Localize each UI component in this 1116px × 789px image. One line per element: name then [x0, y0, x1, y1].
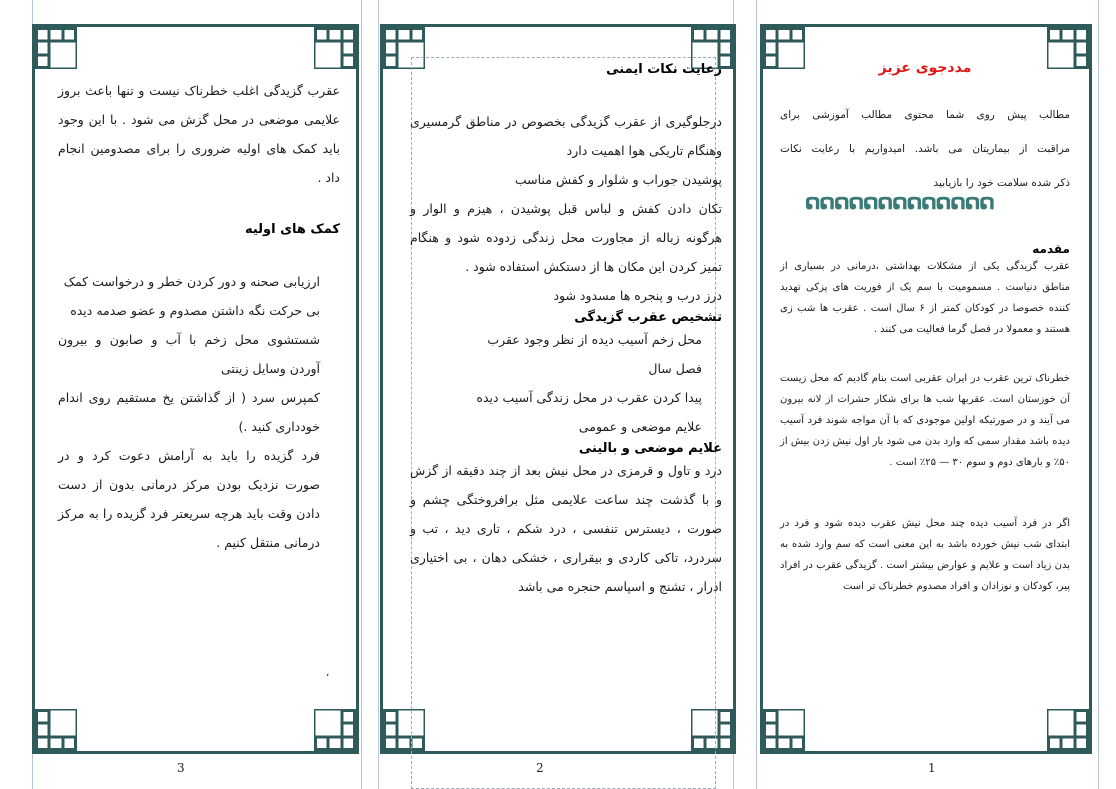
corner-ornament	[763, 709, 805, 751]
section-heading-first-aid: کمک های اولیه	[244, 222, 340, 237]
intro-line: ذکر شده سلامت خود را بازیابید	[933, 177, 1070, 189]
decorative-ornament-row: ດດດດດດດດດດດດດ	[805, 190, 994, 215]
intro-paragraph	[780, 98, 1070, 200]
list-item: کمپرس سرد ( از گذاشتن یخ مستقیم روی اندام خودداری کنید .)	[58, 390, 320, 434]
corner-ornament	[35, 709, 77, 751]
page-number: 2	[536, 761, 544, 775]
list-item: ارزیابی صحنه و دور کردن خطر و درخواست کمک	[63, 274, 320, 289]
body-paragraph: خطرناک ترین عقرب در ایران عقربی است بنام گادیم که محل زیست آن خوزستان است. عقربها شب ها برای شکار حشرات از لانه بیرون می آیند و در صورتیکه اولین موجودی که با آن مواجه شوند فرد آسیب دیده باشد مقدار سمی که وارد بدن می شود بار اول نیش زدن بیش از ۵۰٪ و بارهای دوم و سوم ۳۰ — ۲۵٪ است .	[780, 373, 1070, 468]
list-item: علایم موضعی و عمومی	[578, 419, 702, 434]
page-1-body	[780, 242, 1070, 597]
page-2-content	[410, 62, 722, 601]
page-number: 1	[928, 761, 936, 775]
list-item: فرد گزیده را باید به آرامش دعوت کرد و در صورت نزدیک بودن مرکز درمانی بدون از دست دادن وقت باید هرچه سریعتر فرد گزیده را به مرکز درمانی منتقل کنیم .	[58, 448, 320, 550]
list-item: درز درب و پنجره ها مسدود شود	[553, 288, 722, 303]
list-item: پیدا کردن عقرب در محل زندگی آسیب دیده	[476, 390, 702, 405]
page-title: مددجوی عزیز	[878, 60, 972, 76]
section-heading-safety: رعایت نکات ایمنی	[606, 62, 722, 77]
diagnosis-list	[410, 325, 722, 441]
list-item: شستشوی محل زخم با آب و صابون و بیرون آوردن وسایل زینتی	[58, 332, 320, 376]
body-paragraph: اگر در فرد آسیب دیده چند محل نیش عقرب دیده شود و فرد در ابتدای شب نیش خورده باشد به این معنی است که سم وارد شده به بدن زیاد است و علایم و عوارض بیشتر است . گزیدگی عقرب در افراد پیر، کودکان و نوزادان و افراد مصدوم خطرناک تر است	[780, 518, 1070, 592]
corner-ornament	[314, 709, 356, 751]
corner-ornament	[1047, 709, 1089, 751]
safety-paragraph: درجلوگیری از عقرب گزیدگی بخصوص در مناطق گرمسیری وهنگام تاریکی هوا اهمیت دارد	[410, 114, 722, 158]
corner-ornament	[35, 27, 77, 69]
list-item: محل زخم آسیب دیده از نظر وجود عقرب	[487, 332, 702, 347]
symptoms-paragraph: درد و تاول و قرمزی در محل نیش بعد از چند دقیقه از گزش و با گذشت چند ساعت علایمی مثل برافروختگی چشم و صورت ، دیسترس تنفسی ، درد شکم ، تاری دید ، تب و سردرد، تاکی کاردی و بیقراری ، خشکی دهان ، بی اختیاری ادرار ، تشنج و اسپاسم حنجره می باشد	[410, 463, 722, 594]
section-heading-intro: مقدمه	[1032, 242, 1070, 256]
list-item: فصل سال	[648, 361, 702, 376]
safety-list	[410, 165, 722, 310]
intro-body-paragraph: عقرب گزیدگی یکی از مشکلات بهداشتی ،درمانی در بسیاری از مناطق دنیاست . مسمومیت با سم یک از فوریت های پزکی تهدید کننده خصوصا در کودکان کمتر از ۶ سال است . عقرب ها شب زی هستند و معمولا در فصل گرما فعالیت می کنند .	[780, 261, 1070, 335]
section-heading-symptoms: علایم موضعی و بالینی	[578, 441, 722, 456]
list-item: تکان دادن کفش و لباس قبل پوشیدن ، هیزم و الوار و هرگونه زباله از مجاورت محل زندگی زدوده شود و هنگام تمیز کردن این مکان ها از دستکش استفاده شود .	[410, 201, 722, 274]
corner-ornament	[314, 27, 356, 69]
intro-line: مراقبت از بیماریتان می باشد. امیدواریم با رعایت نکات	[780, 143, 1070, 155]
first-aid-list	[58, 267, 340, 557]
intro-line: مطالب پیش روی شما محتوی مطالب آموزشی برای	[780, 109, 1070, 121]
intro-paragraph: عقرب گزیدگی اغلب خطرناک نیست و تنها باعث بروز علایمی موضعی در محل گزش می شود . با این وجود باید کمک های اولیه ضروری را برای مصدومین انجام داد .	[58, 83, 340, 185]
page-3-content	[58, 76, 340, 557]
trailing-mark: ،	[326, 668, 330, 679]
page-number: 3	[177, 761, 185, 775]
list-item: پوشیدن جوراب و شلوار و کفش مناسب	[514, 172, 722, 187]
list-item: بی حرکت نگه داشتن مصدوم و عضو صدمه دیده	[70, 303, 320, 318]
section-heading-diagnosis: تشخیص عقرب گزیدگی	[574, 310, 722, 325]
page-1-content	[780, 60, 1070, 200]
